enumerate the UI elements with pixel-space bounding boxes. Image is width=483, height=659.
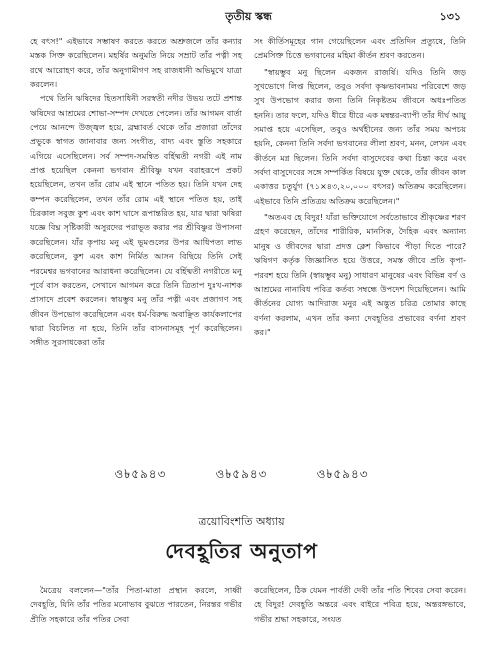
bottom-right-paragraph: করেছিলেন, ঠিক যেমন পার্বতী দেবী তাঁর পতি শিবের সেবা করেন। হে বিদুর! দেবহূতি অন্তরে এবং বাইরে পবিত্র হয়ে, অন্তরঙ্গভাবে, গভীর শ্রদ্ধা সহকারে, সংযত <box>254 585 466 624</box>
ornament: ও৳৫৯৪৩ <box>114 467 167 481</box>
left-paragraph: পথে তিনি ঋষিদের হিতসাধিনী সরস্বতী নদীর উভয় তটে প্রশান্ত ঋষিদের আশ্রমের শোভা-সম্পদ দেখতে পেলেন। তাঁর আগমন বার্তা পেয়ে আনন্দে উজ্জ্বল হয়ে, ব্রহ্মাবর্ত থেকে তাঁর প্রজারা তাঁদের প্রভুকে স্বাগত জানাবার জন্য সংগীত, বাদ্য এবং স্তুতি সহকারে এগিয়ে এসেছিলেন। সর্ব সম্পদ-সমন্বিত বর্হিষ্মতী নগরী এই নাম প্রাপ্ত হয়েছিল কেননা ভগবান শ্রীবিষ্ণু যখন বরাহরূপে প্রকট হয়েছিলেন, তখন তাঁর রোম এই স্থানে পতিত হয়। তিনি যখন দেহ কম্পন করেছিলেন, তখন তাঁর রোম এই স্থানে পতিত হয়, তাই চিরকাল সবুজ কুশ এবং কাশ ঘাসে রূপান্তরিত হয়, যার দ্বারা ঋষিরা যজ্ঞে বিঘ্ন সৃষ্টিকারী অসুরদের পরাভূত করার পর শ্রীবিষ্ণুর উপাসনা করেছিলেন। যাঁর কৃপায় মনু এই ভূমণ্ডলের উপর আধিপত্য লাভ করেছিলেন, কুশ এবং কাশ নির্মিত আসন বিছিয়ে তিনি সেই পরমেশ্বর ভগবানের আরাধনা করেছিলেন। যে বর্হিষ্মতী নগরীতে মনু পূর্বে বাস করতেন, সেখানে আগমন করে তিনি ত্রিতাপ দুঃখ-নাশক প্রাসাদে প্রবেশ করলেন। স্বায়ম্ভুব মনু তাঁর পত্নী এবং প্রজাগণ সহ জীবন উপভোগ করেছিলেন এবং ধর্ম-বিরুদ্ধ অবাঞ্ছিত কার্যকলাপের দ্বারা বিচলিত না হয়ে, তিনি তাঁর বাসনাসমূহ পূর্ণ করেছিলেন। সঙ্গীত সুরসাধকেরা তাঁর <box>30 93 242 348</box>
right-paragraph: সং কীর্তিসমূহের গান গেয়েছিলেন এবং প্রতিদিন প্রত্যুষে, তিনি প্রেমসিক্ত চিত্তে ভগবানের মহিমা কীর্তন শ্রবণ করতেন। <box>254 36 466 61</box>
page-number: ১৩১ <box>439 10 461 23</box>
ornament: ও৳৫৯৪৩ <box>316 467 369 481</box>
left-column <box>30 34 242 350</box>
bottom-right-column <box>254 583 466 626</box>
bottom-left-column <box>30 583 242 626</box>
right-paragraph: "স্বায়ম্ভুব মনু ছিলেন একজন রাজর্ষি। যদিও তিনি জড় সুখভোগে লিপ্ত ছিলেন, তবুও সর্বদা কৃষ্ণভাবনাময় পরিবেশে জড় সুখ উপভোগ করার জন্য তিনি নিকৃষ্টতম জীবনে অধঃপতিত হননি। তার ফলে, যদিও ধীরে ধীরে এক মন্বন্তর-ব্যাপী তাঁর দীর্ঘ আয়ু সমাপ্ত হয়ে এসেছিল, তবুও অর্থহীনের জন্য তাঁর সময় অপচয় হয়নি, কেননা তিনি সর্বদা ভগবানের লীলা শ্রবণ, মনন, লেখন এবং কীর্তনে মগ্ন ছিলেন। তিনি সর্বদা বাসুদেবের কথা চিন্তা করে এবং সর্বদা বাসুদেবের সঙ্গে সম্পর্কিত বিষয়ে যুক্ত থেকে, তাঁর জীবন কাল একাত্তর চতুর্যুগ (৭১×৪৩,২০,০০০ বৎসর) অতিক্রম করেছিলেন। এইভাবে তিনি প্রতিত্রয় অতিক্রম করেছিলেন।" <box>254 66 466 206</box>
chapter-label: ত্রয়োবিংশতি অধ্যায় <box>198 515 285 528</box>
right-column <box>254 34 466 339</box>
ornament: ও৳৫৯৪৩ <box>215 467 268 481</box>
running-header <box>36 8 461 26</box>
right-paragraph: "অতএব হে বিদুর! যাঁরা ভক্তিযোগে সর্বতোভাবে শ্রীকৃষ্ণের শরণ গ্রহণ করেছেন, তাঁদের শারীরিক, মানসিক, দৈহিক এবং অন্যান্য মানুষ ও জীবদের দ্বারা প্রদত্ত ক্লেশ কিভাবে পীড়া দিতে পারে? ঋষিগণ কর্তৃক জিজ্ঞাসিত হয়ে উত্তরে, সমস্ত জীবে প্রতি কৃপা-পরবশ হয়ে তিনি (স্বায়ম্ভুব মনু) সাধারণ মানুষের এবং বিভিন্ন বর্ণ ও আশ্রমের নানাবিধ পবিত্র কর্তব্য সম্বন্ধে উপদেশ দিয়েছিলেন। আমি কীর্তনের যোগ্য আদিরাজ মনুর এই অদ্ভুত চরিত্র তোমার কাছে বর্ণনা করলাম, এখন তাঁর কন্যা দেবহূতির প্রভাবের বর্ণনা শ্রবণ কর।" <box>254 212 466 337</box>
bottom-left-paragraph: মৈত্রেয় বললেন—"তাঁর পিতা-মাতা প্রস্থান করলে, সাধ্বী দেবহূতি, যিনি তাঁর পতির মনোভাব বুঝতে পারতেন, নিরন্তর গভীর প্রীতি সহকারে তাঁর পতির সেবা <box>30 585 242 624</box>
section-title: তৃতীয় স্কন্ধ <box>225 10 272 23</box>
left-paragraph: হে বৎস!" এইভাবে সম্ভাষণ করতে করতে অশ্রুজলে তাঁর কন্যার মস্তক সিক্ত করেছিলেন। মহর্ষির অনুমতি নিয়ে সম্রাট তাঁর পত্নী সহ রথে আরোহণ করে, তাঁর অনুগামীগণ সহ রাজধানী অভিমুখে যাত্রা করলেন। <box>30 36 242 90</box>
chapter-title: দেবহূতির অনুতাপ <box>165 539 318 563</box>
section-divider <box>0 463 483 486</box>
